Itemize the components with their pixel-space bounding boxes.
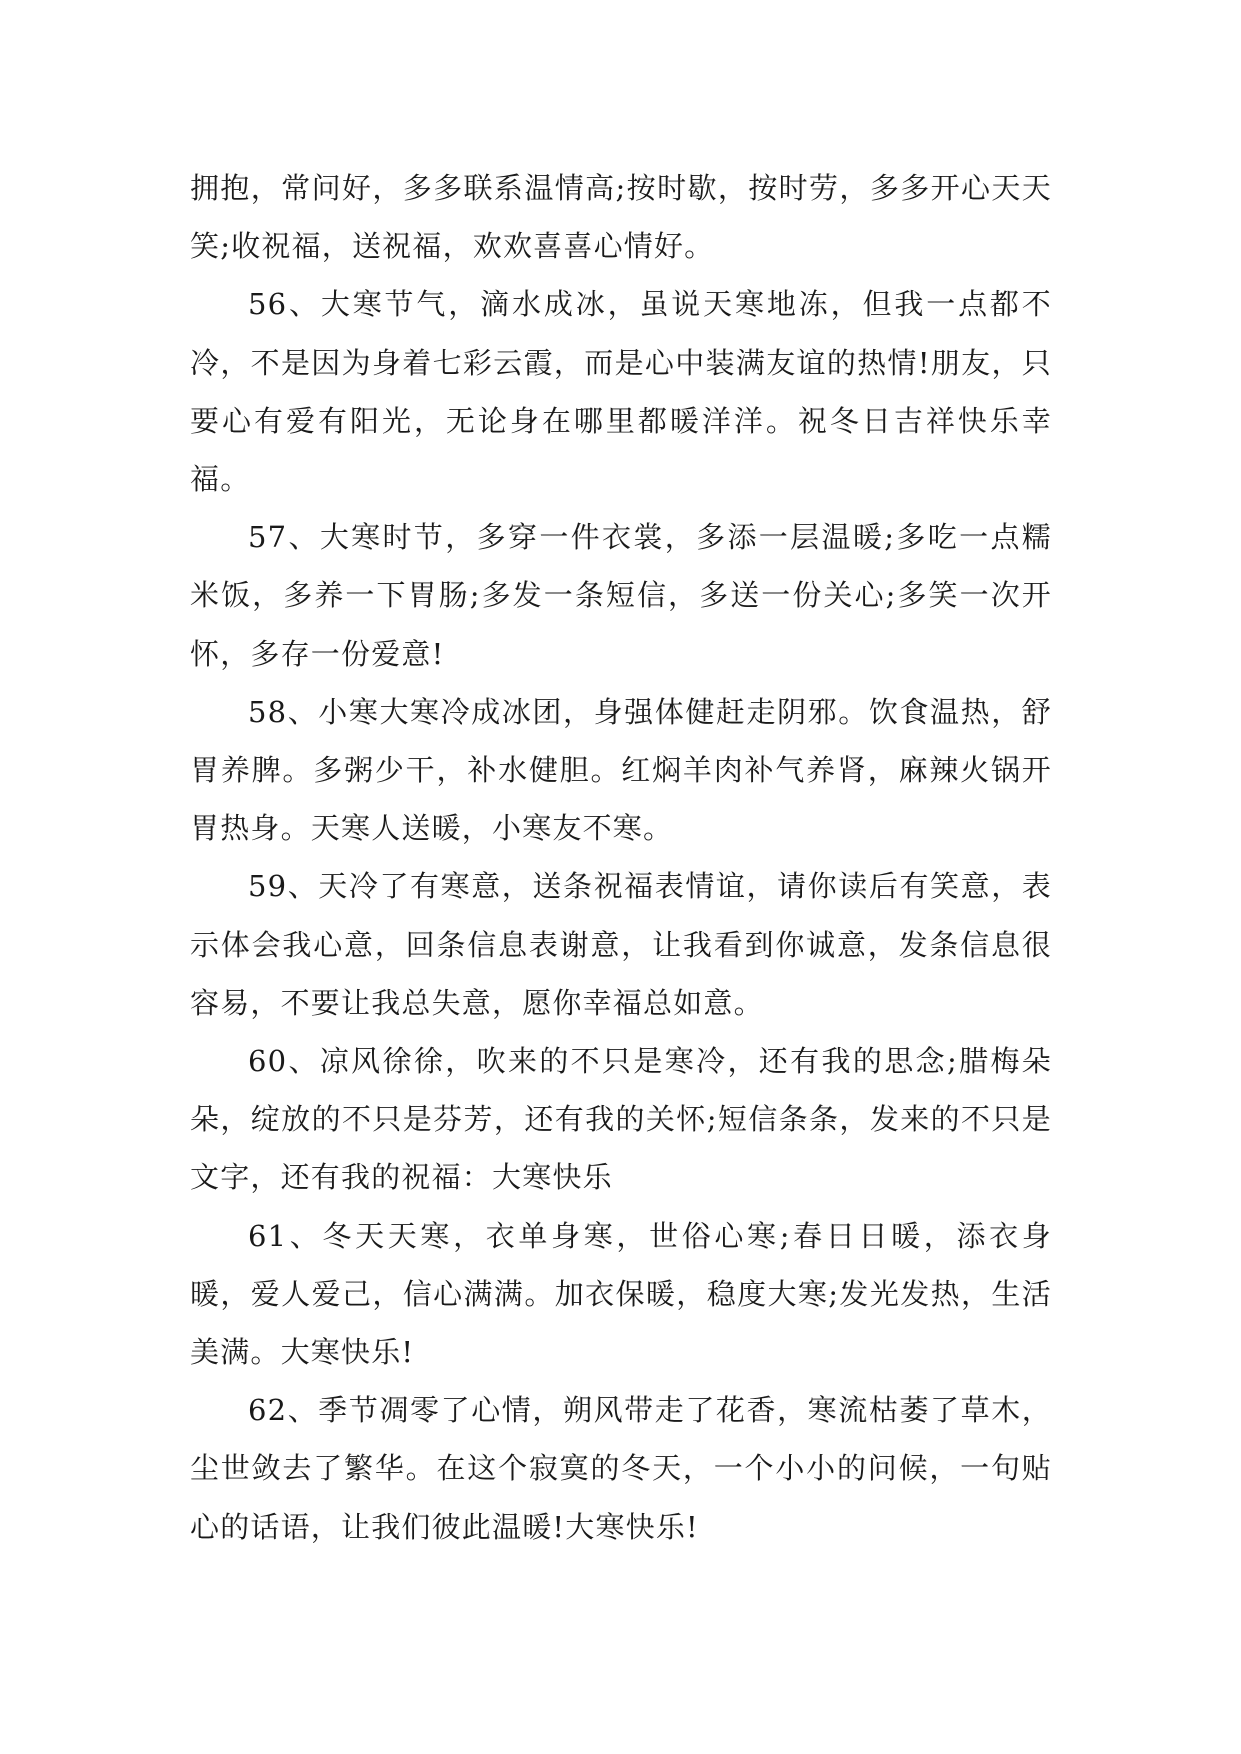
paragraph-59: 59、天冷了有寒意，送条祝福表情谊，请你读后有笑意，表示体会我心意，回条信息表谢意，让我看到你诚意，发条信息很容易，不要让我总失意，愿你幸福总如意。: [190, 869, 1052, 1020]
paragraph-56: 56、大寒节气，滴水成冰，虽说天寒地冻，但我一点都不冷，不是因为身着七彩云霞，而是心中装满友谊的热情!朋友，只要心有爱有阳光，无论身在哪里都暖洋洋。祝冬日吉祥快乐幸福。: [190, 287, 1052, 497]
paragraph-55-continuation: 拥抱，常问好，多多联系温情高;按时歇，按时劳，多多开心天天笑;收祝福，送祝福，欢欢喜喜心情好。: [190, 171, 1052, 264]
paragraph-57: 57、大寒时节，多穿一件衣裳，多添一层温暖;多吃一点糯米饭，多养一下胃肠;多发一条短信，多送一份关心;多笑一次开怀，多存一份爱意!: [190, 520, 1052, 671]
document-body: [190, 159, 1052, 1556]
paragraph-58: 58、小寒大寒冷成冰团，身强体健赶走阴邪。饮食温热，舒胃养脾。多粥少干，补水健胆。红焖羊肉补气养肾，麻辣火锅开胃热身。天寒人送暖，小寒友不寒。: [190, 694, 1052, 846]
paragraph-62: 62、季节凋零了心情，朔风带走了花香，寒流枯萎了草木，尘世敛去了繁华。在这个寂寞的冬天，一个小小的问候，一句贴心的话语，让我们彼此温暖!大寒快乐!: [190, 1393, 1052, 1544]
paragraph-61: 61、冬天天寒，衣单身寒，世俗心寒;春日日暖，添衣身暖，爱人爱己，信心满满。加衣保暖，稳度大寒;发光发热，生活美满。大寒快乐!: [190, 1218, 1052, 1370]
paragraph-60: 60、凉风徐徐，吹来的不只是寒冷，还有我的思念;腊梅朵朵，绽放的不只是芬芳，还有我的关怀;短信条条，发来的不只是文字，还有我的祝福：大寒快乐: [190, 1044, 1052, 1195]
